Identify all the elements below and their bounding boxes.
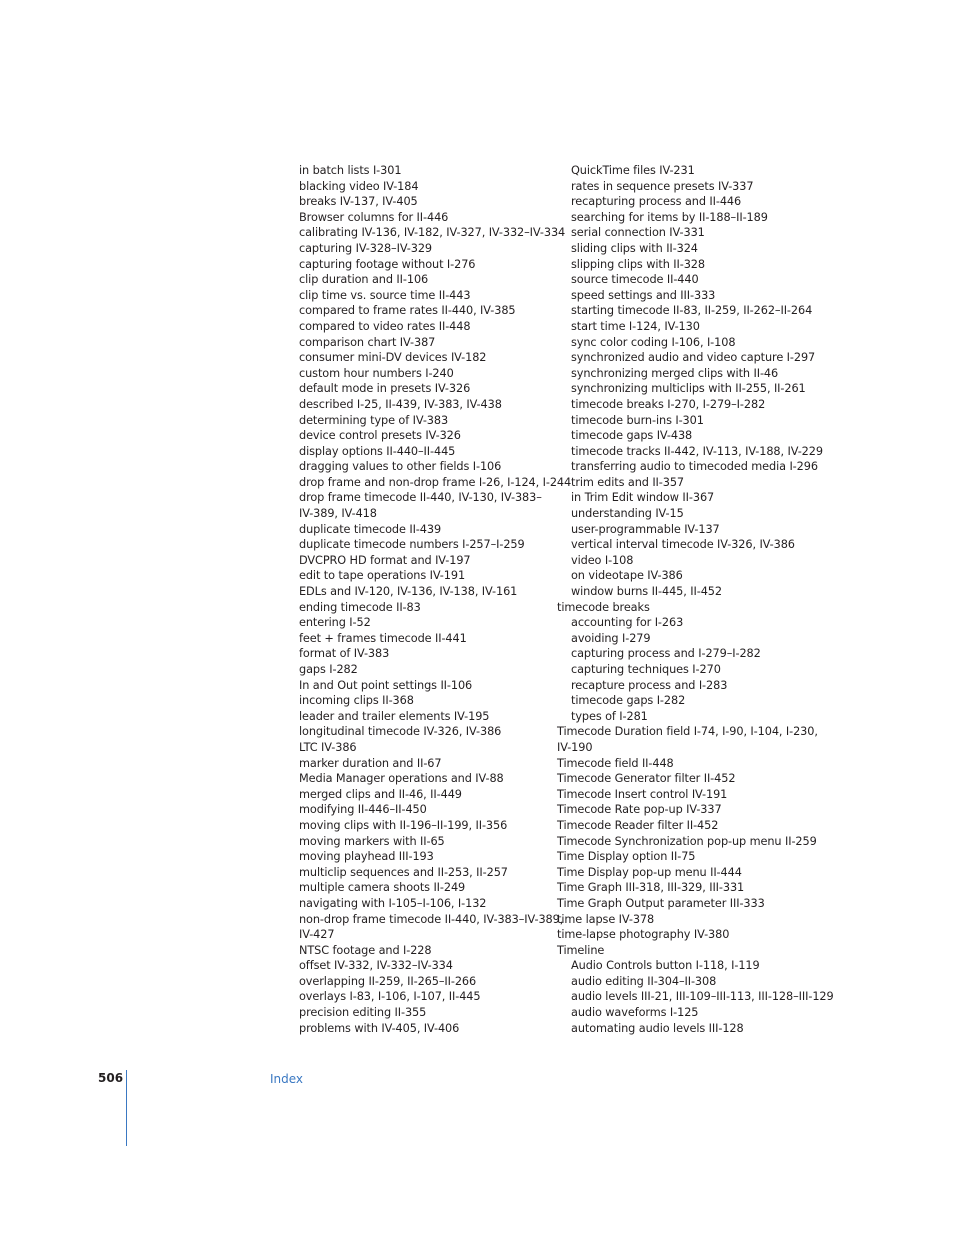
- index-heading: Timecode Generator filter II-452: [557, 772, 736, 786]
- index-subentry: capturing footage without I-276: [299, 257, 476, 271]
- index-subentry: recapturing process and II-446: [571, 195, 742, 209]
- index-subentry: duplicate timecode II-439: [299, 522, 442, 536]
- index-subentry: offset IV-332, IV-332–IV-334: [299, 959, 453, 973]
- index-subentry: speed settings and III-333: [571, 288, 716, 302]
- index-heading: timecode breaks: [557, 600, 650, 614]
- index-subentry: accounting for I-263: [571, 616, 684, 630]
- index-subentry: calibrating IV-136, IV-182, IV-327, IV-332–IV-334: [299, 226, 566, 240]
- index-subentry: recapture process and I-283: [571, 678, 728, 692]
- index-subentry: edit to tape operations IV-191: [299, 569, 466, 583]
- index-subentry: format of IV-383: [299, 647, 390, 661]
- index-subentry: synchronizing multiclips with II-255, II-261: [571, 382, 806, 396]
- index-subentry: determining type of IV-383: [299, 413, 449, 427]
- index-subentry: transferring audio to timecoded media I-296: [571, 460, 818, 474]
- index-subentry: compared to video rates II-448: [299, 319, 471, 333]
- index-subentry: incoming clips II-368: [299, 694, 414, 708]
- index-subentry: described I-25, II-439, IV-383, IV-438: [299, 397, 502, 411]
- index-subentry: custom hour numbers I-240: [299, 366, 454, 380]
- index-subentry: audio editing II-304–II-308: [571, 974, 717, 988]
- index-subentry: dragging values to other fields I-106: [299, 460, 502, 474]
- index-subentry: moving markers with II-65: [299, 834, 445, 848]
- index-subentry: on videotape IV-386: [571, 569, 683, 583]
- footer-divider: [126, 1070, 127, 1146]
- index-subentry: video I-108: [571, 553, 634, 567]
- index-subentry: multiple camera shoots II-249: [299, 881, 466, 895]
- index-subentry: clip time vs. source time II-443: [299, 288, 471, 302]
- index-subentry: slipping clips with II-328: [571, 257, 705, 271]
- index-subentry: IV-427: [299, 928, 335, 942]
- index-subentry: consumer mini-DV devices IV-182: [299, 351, 487, 365]
- index-subentry: overlays I-83, I-106, I-107, II-445: [299, 990, 481, 1004]
- index-subentry: moving clips with II-196–II-199, II-356: [299, 818, 508, 832]
- index-subentry: precision editing II-355: [299, 1006, 427, 1020]
- index-subentry: marker duration and II-67: [299, 756, 442, 770]
- index-heading: Time Graph Output parameter III-333: [557, 896, 765, 910]
- index-heading: Timecode Rate pop-up IV-337: [557, 803, 722, 817]
- index-subentry: vertical interval timecode IV-326, IV-386: [571, 538, 795, 552]
- index-subentry: drop frame timecode II-440, IV-130, IV-383–: [299, 491, 542, 505]
- index-subentry: capturing process and I-279–I-282: [571, 647, 761, 661]
- index-heading: Timecode Insert control IV-191: [557, 787, 728, 801]
- index-subentry: timecode gaps IV-438: [571, 429, 693, 443]
- index-heading: Timecode Reader filter II-452: [557, 818, 719, 832]
- index-heading: Timeline: [557, 943, 605, 957]
- index-subentry: Audio Controls button I-118, I-119: [571, 959, 760, 973]
- index-subentry: moving playhead III-193: [299, 850, 434, 864]
- index-subentry: comparison chart IV-387: [299, 335, 436, 349]
- index-subentry: merged clips and II-46, II-449: [299, 787, 462, 801]
- index-subentry: problems with IV-405, IV-406: [299, 1021, 460, 1035]
- index-subentry: user-programmable IV-137: [571, 522, 720, 536]
- index-subentry: source timecode II-440: [571, 273, 699, 287]
- index-heading: Timecode Duration field I-74, I-90, I-104, I-230,: [557, 725, 818, 739]
- index-subentry: drop frame and non-drop frame I-26, I-124, I-244: [299, 475, 572, 489]
- index-subentry: window burns II-445, II-452: [571, 585, 722, 599]
- index-subentry: DVCPRO HD format and IV-197: [299, 553, 471, 567]
- index-subentry: feet + frames timecode II-441: [299, 631, 467, 645]
- index-subentry: synchronized audio and video capture I-297: [571, 351, 816, 365]
- index-subentry: NTSC footage and I-228: [299, 943, 432, 957]
- index-subentry: multiclip sequences and II-253, II-257: [299, 865, 508, 879]
- index-subentry: timecode tracks II-442, IV-113, IV-188, IV-229: [571, 444, 823, 458]
- index-subentry: automating audio levels III-128: [571, 1021, 744, 1035]
- index-subentry: longitudinal timecode IV-326, IV-386: [299, 725, 502, 739]
- index-subentry: EDLs and IV-120, IV-136, IV-138, IV-161: [299, 585, 518, 599]
- index-subentry: types of I-281: [571, 709, 648, 723]
- index-subentry: duplicate timecode numbers I-257–I-259: [299, 538, 525, 552]
- index-subentry: Browser columns for II-446: [299, 210, 449, 224]
- index-subentry: QuickTime files IV-231: [571, 164, 695, 177]
- section-title: Index: [270, 1072, 304, 1086]
- index-column-right: [557, 163, 834, 1036]
- index-heading: IV-190: [557, 740, 593, 754]
- index-heading: time lapse IV-378: [557, 912, 655, 926]
- index-subentry: avoiding I-279: [571, 631, 651, 645]
- index-subentry: IV-389, IV-418: [299, 507, 377, 521]
- index-heading: Time Display pop-up menu II-444: [557, 865, 742, 879]
- index-subentry: clip duration and II-106: [299, 273, 429, 287]
- index-subentry: non-drop frame timecode II-440, IV-383–IV-389,: [299, 912, 564, 926]
- index-subentry: synchronizing merged clips with II-46: [571, 366, 779, 380]
- index-subentry: timecode burn-ins I-301: [571, 413, 704, 427]
- index-subentry: starting timecode II-83, II-259, II-262–II-264: [571, 304, 813, 318]
- index-column-left: [285, 163, 572, 1036]
- index-subentry: device control presets IV-326: [299, 429, 461, 443]
- index-subentry: LTC IV-386: [299, 740, 357, 754]
- index-subentry: timecode gaps I-282: [571, 694, 686, 708]
- index-subentry: entering I-52: [299, 616, 371, 630]
- index-heading: Timecode field II-448: [557, 756, 674, 770]
- index-subentry: display options II-440–II-445: [299, 444, 456, 458]
- index-subentry: blacking video IV-184: [299, 179, 419, 193]
- index-subentry: trim edits and II-357: [571, 475, 685, 489]
- index-heading: Time Graph III-318, III-329, III-331: [557, 881, 745, 895]
- index-subentry: sync color coding I-106, I-108: [571, 335, 736, 349]
- index-subentry: in Trim Edit window II-367: [571, 491, 715, 505]
- index-subentry: breaks IV-137, IV-405: [299, 195, 418, 209]
- index-subentry: timecode breaks I-270, I-279–I-282: [571, 397, 766, 411]
- page-number: 506: [98, 1071, 124, 1085]
- index-subentry: rates in sequence presets IV-337: [571, 179, 754, 193]
- index-subentry: capturing IV-328–IV-329: [299, 241, 433, 255]
- index-subentry: gaps I-282: [299, 663, 358, 676]
- index-subentry: overlapping II-259, II-265–II-266: [299, 974, 477, 988]
- index-subentry: searching for items by II-188–II-189: [571, 210, 768, 224]
- index-subentry: understanding IV-15: [571, 507, 684, 521]
- index-heading: Timecode Synchronization pop-up menu II-259: [557, 834, 817, 848]
- index-subentry: audio waveforms I-125: [571, 1006, 699, 1020]
- index-subentry: default mode in presets IV-326: [299, 382, 471, 396]
- index-subentry: compared to frame rates II-440, IV-385: [299, 304, 516, 318]
- index-subentry: sliding clips with II-324: [571, 241, 698, 255]
- index-subentry: audio levels III-21, III-109–III-113, III-128–III-129: [571, 990, 834, 1004]
- index-subentry: modifying II-446–II-450: [299, 803, 427, 817]
- index-subentry: capturing techniques I-270: [571, 663, 721, 676]
- index-subentry: In and Out point settings II-106: [299, 678, 473, 692]
- index-heading: time-lapse photography IV-380: [557, 928, 730, 942]
- index-subentry: leader and trailer elements IV-195: [299, 709, 490, 723]
- index-subentry: start time I-124, IV-130: [571, 319, 700, 333]
- index-subentry: Media Manager operations and IV-88: [299, 772, 504, 786]
- index-heading: Time Display option II-75: [557, 850, 696, 864]
- index-subentry: serial connection IV-331: [571, 226, 705, 240]
- index-subentry: ending timecode II-83: [299, 600, 421, 614]
- index-subentry: navigating with I-105–I-106, I-132: [299, 896, 487, 910]
- index-subentry: in batch lists I-301: [299, 164, 402, 177]
